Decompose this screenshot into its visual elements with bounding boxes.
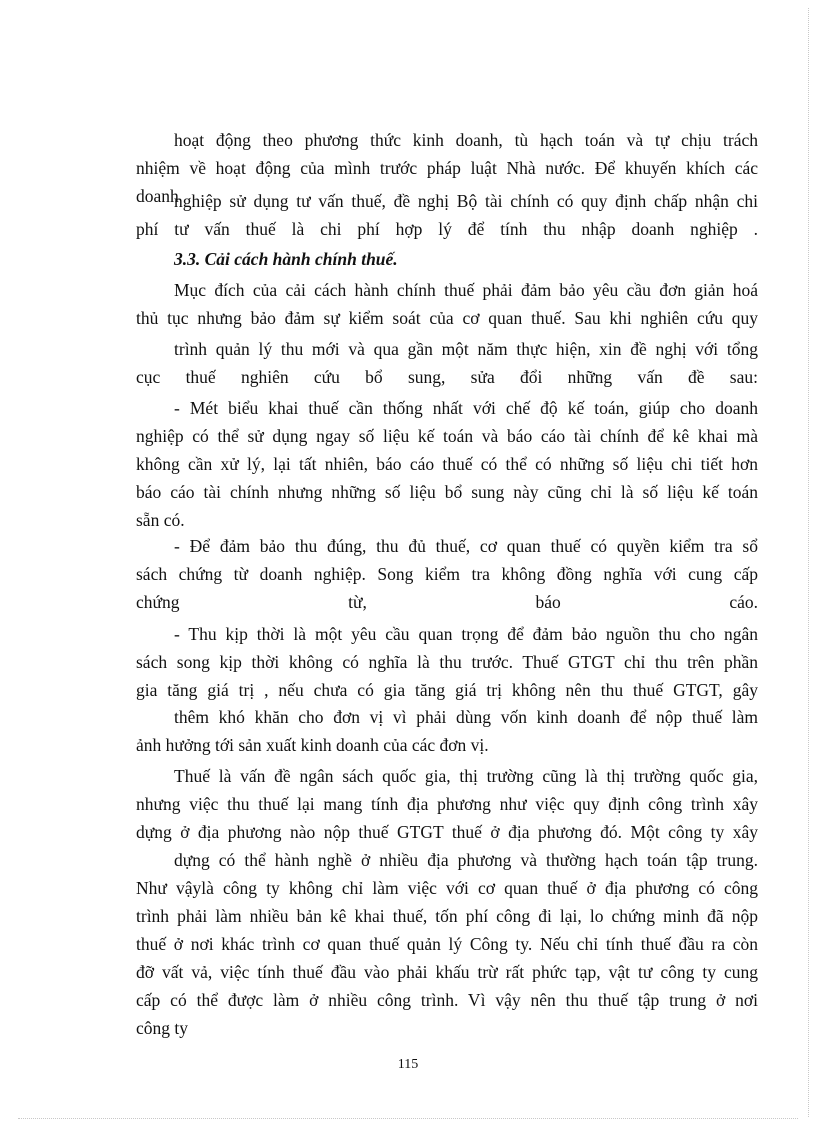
text-line: nhiệm về hoạt động của mình trước pháp luật Nhà nước. Để khuyến khích các (136, 158, 758, 178)
text-line: hoạt động theo phương thức kinh doanh, tù hạch toán và tự chịu trách (174, 130, 758, 150)
paragraph-2 (136, 187, 758, 243)
text-line: công ty (136, 1018, 189, 1038)
text-line: Thuế là vấn đề ngân sách quốc gia, thị trường cũng là thị trường quốc gia, (174, 766, 758, 786)
text-line: cấp có thể được làm ở nhiều công trình. Vì vậy nên thu thuế tập trung ở nơi (136, 990, 758, 1010)
paragraph-5 (136, 394, 758, 534)
text-line: - Mét biểu khai thuế cần thống nhất với chế độ kế toán, giúp cho doanh (174, 398, 758, 418)
page-number: 115 (397, 1057, 419, 1072)
text-line: sách song kịp thời không có nghĩa là thu trước. Thuế GTGT chỉ thu trên phần (136, 652, 758, 672)
paragraph-4 (136, 335, 758, 391)
text-line: Mục đích của cải cách hành chính thuế phải đảm bảo yêu cầu đơn giản hoá (174, 280, 758, 300)
text-line: không cần xử lý, lại tất nhiên, báo cáo thuế có thể có những số liệu chi tiết hơn (136, 454, 758, 474)
text-line: thêm khó khăn cho đơn vị vì phải dùng vốn kinh doanh để nộp thuế làm (174, 707, 758, 727)
text-line: doanh (136, 186, 179, 206)
text-line: thuế ở nơi khác trình cơ quan thuế quản lý Công ty. Nếu chỉ tính thuế đầu ra còn (136, 934, 758, 954)
page-border-right (808, 8, 809, 1117)
text-line: - Thu kịp thời là một yêu cầu quan trọng để đảm bảo nguồn thu cho ngân (174, 624, 758, 644)
section-heading-text: 3.3. Cải cách hành chính thuế. (174, 249, 398, 269)
text-line: nhưng việc thu thuế lại mang tính địa phương như việc quy định công trình xây (136, 794, 758, 814)
paragraph-10 (136, 846, 758, 1042)
text-line: sách chứng từ doanh nghiệp. Song kiểm tra không đồng nghĩa với cung cấp (136, 564, 758, 584)
text-line: chứng từ, báo cáo. (136, 592, 758, 612)
text-line: đỡ vất vả, việc tính thuế đầu vào phải khấu trừ rất phức tạp, vật tư công ty cung (136, 962, 758, 982)
paragraph-8 (136, 703, 758, 759)
text-line: nghiệp có thể sử dụng ngay số liệu kế toán và báo cáo tài chính để kê khai mà (136, 426, 758, 446)
paragraph-6 (136, 532, 758, 616)
text-line: sẵn có. (136, 510, 185, 530)
text-line: thủ tục nhưng bảo đảm sự kiểm soát của cơ quan thuế. Sau khi nghiên cứu quy (136, 308, 758, 328)
text-line: - Để đảm bảo thu đúng, thu đủ thuế, cơ quan thuế có quyền kiểm tra sổ (174, 536, 758, 556)
paragraph-9 (136, 762, 758, 846)
text-line: ảnh hưởng tới sản xuất kinh doanh của các đơn vị. (136, 735, 489, 755)
section-heading (136, 245, 758, 273)
page-border-bottom (18, 1118, 798, 1119)
text-line: phí tư vấn thuế là chi phí hợp lý để tính thu nhập doanh nghiệp . (136, 219, 758, 239)
text-line: nghiệp sử dụng tư vấn thuế, đề nghị Bộ tài chính có quy định chấp nhận chi (174, 191, 758, 211)
text-line: gia tăng giá trị , nếu chưa có gia tăng giá trị không nên thu thuế GTGT, gây (136, 680, 758, 700)
paragraph-3 (136, 276, 758, 332)
text-line: báo cáo tài chính nhưng những số liệu bổ sung này cũng chỉ là số liệu kế toán (136, 482, 758, 502)
text-line: cục thuế nghiên cứu bổ sung, sửa đổi những vấn đề sau: (136, 367, 758, 387)
text-line: dựng ở địa phương nào nộp thuế GTGT thuế ở địa phương đó. Một công ty xây (136, 822, 758, 842)
paragraph-7 (136, 620, 758, 704)
text-line: trình phải làm nhiều bản kê khai thuế, tốn phí công đi lại, lo chứng minh đã nộp (136, 906, 758, 926)
text-line: trình quản lý thu mới và qua gần một năm thực hiện, xin đề nghị với tổng (174, 339, 758, 359)
text-line: dựng có thể hành nghề ở nhiều địa phương và thường hạch toán tập trung. (174, 850, 758, 870)
text-line: Như vậylà công ty không chỉ làm việc với cơ quan thuế ở địa phương có công (136, 878, 758, 898)
